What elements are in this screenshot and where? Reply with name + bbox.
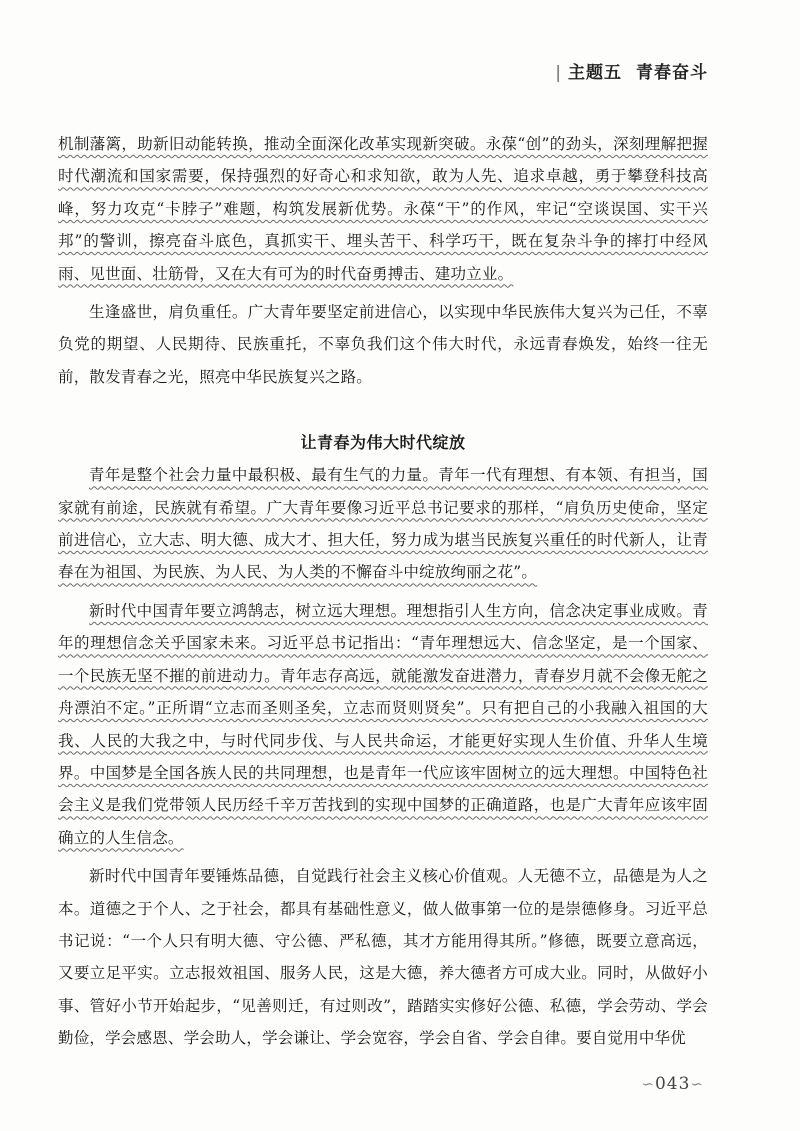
section-title: 让青春为伟大时代绽放 (300, 433, 466, 453)
page-number (641, 1074, 704, 1094)
running-header (555, 58, 708, 83)
paragraph-4 (58, 595, 708, 854)
header-divider: | (555, 63, 562, 83)
flourish-right-icon: ∽ (690, 1075, 704, 1093)
flourish-left-icon: ∽ (641, 1075, 655, 1093)
paragraph-5: 新时代中国青年要锤炼品德，自觉践行社会主义核心价值观。人无德不立，品德是为人之本。道德之于个人、之于社会，都具有基础性意义，做人做事第一位的是崇德修身。习近平总书记说：“一个人只有明大德、守公德、严私德，其才方能用得其所。”修德，既要立意高远，又要立足平实。立志报效祖国、服务人民，这是大德，养大德者方可成大业。同时，从做好小事、管好小节开始起步，“见善则迁，有过则改”，踏踏实实修好公德、私德，学会劳动、学会勤俭，学会感恩、学会助人，学会谦让、学会宽容，学会自省、学会自律。要自觉用中华优 (58, 867, 708, 1048)
paragraph-3 (58, 459, 708, 589)
page-number-value: 043 (654, 1074, 691, 1094)
paragraph-1-text: 机制藩篱，助新旧动能转换，推动全面深化改革实现新突破。永葆“创”的劲头，深刻理解把握时代潮流和国家需要，保持强烈的好奇心和求知欲，敢为人先、追求卓越，勇于攀登科技高峰，努力攻克“卡脖子”难题，构筑发展新优势。永葆“干”的作风，牢记“空谈误国、实干兴邦”的警训，擦亮奋斗底色，真抓实干、埋头苦干、科学巧干，既在复杂斗争的摔打中经风雨、见世面、壮筋骨，又在大有可为的时代奋勇搏击、建功立业。 (58, 135, 708, 283)
paragraph-2: 生逢盛世，肩负重任。广大青年要坚定前进信心，以实现中华民族伟大复兴为己任，不辜负党的期望、人民期待、民族重托，不辜负我们这个伟大时代，永远青春焕发，始终一往无前，散发青春之光，照亮中华民族复兴之路。 (58, 303, 708, 386)
paragraph-3-text: 青年是整个社会力量中最积极、最有生气的力量。青年一代有理想、有本领、有担当，国家就有前途，民族就有希望。广大青年要像习近平总书记要求的那样，“肩负历史使命，坚定前进信心，立大志、明大德、成大才、担大任，努力成为堪当民族复兴重任的时代新人，让青春在为祖国、为民族、为人民、为人类的不懈奋斗中绽放绚丽之花”。 (58, 466, 708, 582)
header-title: 青春奋斗 (636, 63, 708, 83)
paragraph-4-text: 新时代中国青年要立鸿鹄志，树立远大理想。理想指引人生方向，信念决定事业成败。青年的理想信念关乎国家未来。习近平总书记指出：“青年理想远大、信念坚定，是一个国家、一个民族无坚不摧的前进动力。青年志存高远，就能激发奋进潜力，青春岁月就不会像无舵之舟漂泊不定。”正所谓“立志而圣则圣矣，立志而贤则贤矣”。只有把自己的小我融入祖国的大我、人民的大我之中，与时代同步伐、与人民共命运，才能更好实现人生价值、升华人生境界。中国梦是全国各族人民的共同理想，也是青年一代应该牢固树立的远大理想。中国特色社会主义是我们党带领人民历经千辛万苦找到的实现中国梦的正确道路，也是广大青年应该牢固确立的人生信念。 (58, 601, 708, 847)
body-text (58, 128, 708, 1055)
header-theme: 主题五 (568, 63, 622, 83)
paragraph-1 (58, 128, 708, 290)
